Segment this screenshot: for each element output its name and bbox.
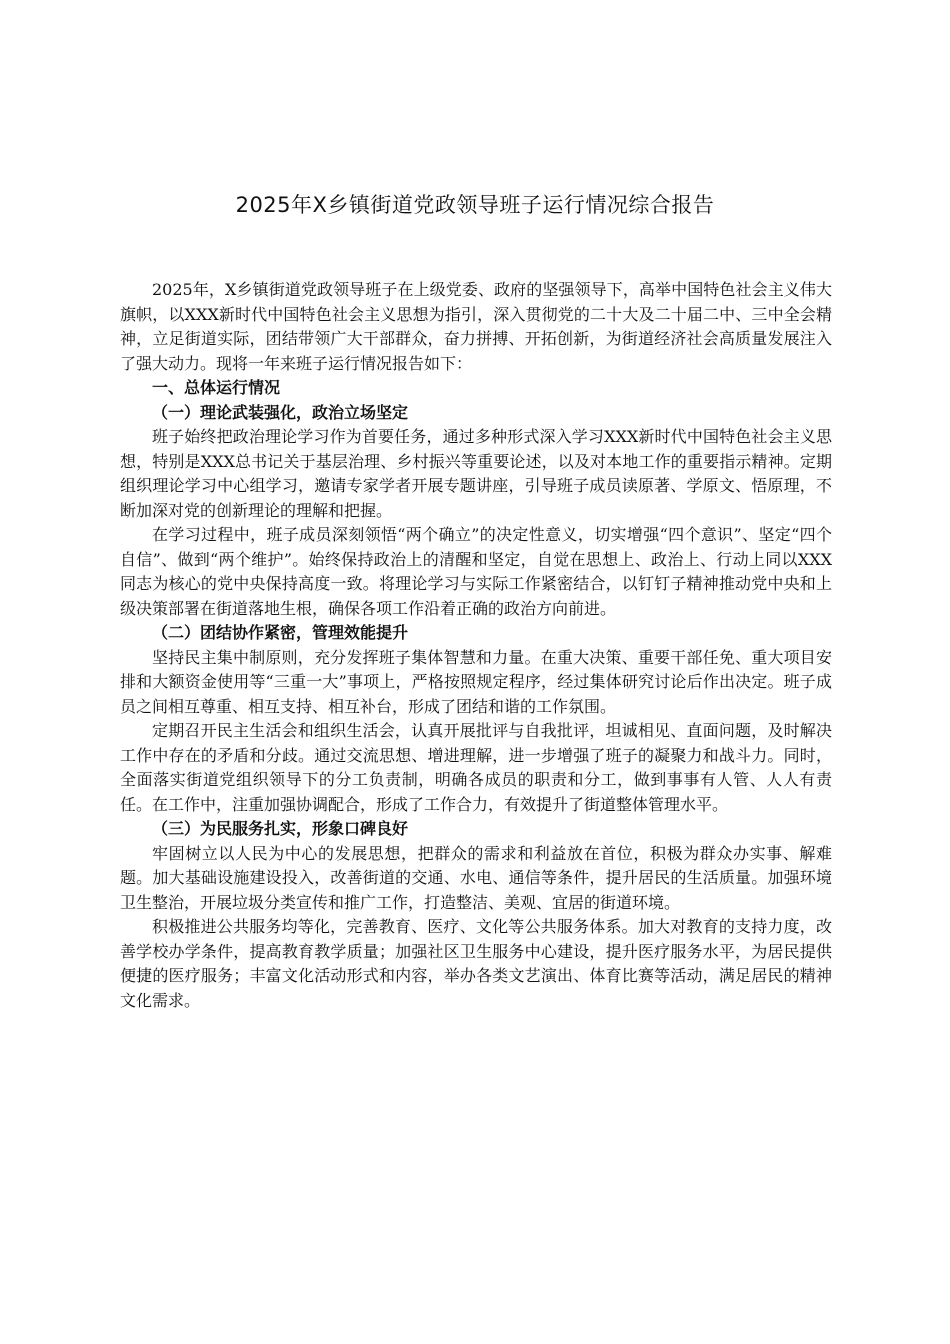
section-heading: 一、总体运行情况	[152, 378, 281, 397]
paragraph: 在学习过程中，班子成员深刻领悟“两个确立”的决定性意义，切实增强“四个意识”、坚定“四个自信”、做到“两个维护”。始终保持政治上的清醒和坚定，自觉在思想上、政治上、行动上同以XXX同志为核心的党中央保持高度一致。将理论学习与实际工作紧密结合，以钉钉子精神推动党中央和上级决策部署在街道落地生根，确保各项工作沿着正确的政治方向前进。	[120, 525, 832, 618]
subsection-heading: （二）团结协作紧密，管理效能提升	[152, 623, 409, 642]
paragraph: 班子始终把政治理论学习作为首要任务，通过多种形式深入学习XXX新时代中国特色社会主义思想，特别是XXX总书记关于基层治理、乡村振兴等重要论述，以及对本地工作的重要指示精神。定期组织理论学习中心组学习，邀请专家学者开展专题讲座，引导班子成员读原著、学原文、悟原理，不断加深对党的创新理论的理解和把握。	[120, 427, 832, 520]
document-body	[120, 278, 832, 1013]
document-title: 2025年X乡镇街道党政领导班子运行情况综合报告	[235, 193, 715, 217]
paragraph: 积极推进公共服务均等化，完善教育、医疗、文化等公共服务体系。加大对教育的支持力度，改善学校办学条件，提高教育教学质量；加强社区卫生服务中心建设，提升医疗服务水平，为居民提供便捷的医疗服务；丰富文化活动形式和内容，举办各类文艺演出、体育比赛等活动，满足居民的精神文化需求。	[120, 917, 832, 1010]
paragraph: 定期召开民主生活会和组织生活会，认真开展批评与自我批评，坦诚相见、直面问题，及时解决工作中存在的矛盾和分歧。通过交流思想、增进理解，进一步增强了班子的凝聚力和战斗力。同时，全面落实街道党组织领导下的分工负责制，明确各成员的职责和分工，做到事事有人管、人人有责任。在工作中，注重加强协调配合，形成了工作合力，有效提升了街道整体管理水平。	[120, 721, 832, 814]
paragraph: 坚持民主集中制原则，充分发挥班子集体智慧和力量。在重大决策、重要干部任免、重大项目安排和大额资金使用等“三重一大”事项上，严格按照规定程序，经过集体研究讨论后作出决定。班子成员之间相互尊重、相互支持、相互补台，形成了团结和谐的工作氛围。	[120, 647, 832, 716]
subsection-heading: （一）理论武装强化，政治立场坚定	[152, 402, 409, 422]
intro-paragraph: 2025年，X乡镇街道党政领导班子在上级党委、政府的坚强领导下，高举中国特色社会主义伟大旗帜，以XXX新时代中国特色社会主义思想为指引，深入贯彻党的二十大及二十届二中、三中全会精神，立足街道实际，团结带领广大干部群众，奋力拼搏、开拓创新，为街道经济社会高质量发展注入了强大动力。现将一年来班子运行情况报告如下：	[120, 280, 832, 373]
paragraph: 牢固树立以人民为中心的发展思想，把群众的需求和利益放在首位，积极为群众办实事、解难题。加大基础设施建设投入，改善街道的交通、水电、通信等条件，提升居民的生活质量。加强环境卫生整治，开展垃圾分类宣传和推广工作，打造整洁、美观、宜居的街道环境。	[120, 843, 832, 912]
subsection-heading: （三）为民服务扎实，形象口碑良好	[152, 819, 409, 838]
